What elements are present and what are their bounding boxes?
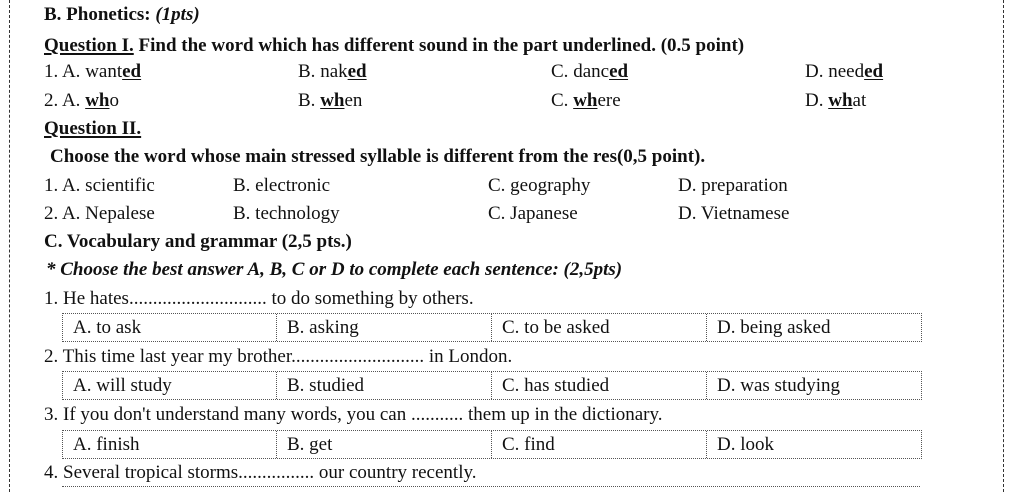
question-1-label: Question I. (44, 35, 134, 56)
q1-1-option-a: 1. A. wanted (44, 61, 142, 82)
q2-1-option-b: B. electronic (233, 175, 331, 196)
section-c-instruction: * Choose the best answer A, B, C or D to complete each sentence: (2,5pts) (46, 259, 623, 280)
q1-1-option-c: C. danced (551, 61, 629, 82)
vocab-question-1: 1. He hates............................. to do something by others. (44, 288, 474, 309)
vocab-question-4: 4. Several tropical storms................ our country recently. (44, 462, 477, 483)
vocab-q1-option-a: A. to ask (63, 314, 277, 341)
q1-item-2 (0, 89, 1024, 113)
q1-1-option-b: B. naked (298, 61, 367, 82)
q2-1-option-a: 1. A. scientific (44, 175, 155, 196)
q1-2-option-b: B. when (298, 90, 363, 111)
vocab-question-4-options-edge (62, 486, 920, 487)
q2-2-option-d: D. Vietnamese (678, 203, 790, 224)
section-b-points: (1pts) (155, 4, 200, 25)
vocab-q2-option-b: B. studied (277, 372, 492, 399)
vocab-question-3: 3. If you don't understand many words, you can ........... them up in the dictionary. (44, 404, 663, 425)
vocab-q2-option-a: A. will study (63, 372, 277, 399)
vocab-q1-option-d: D. being asked (717, 317, 831, 338)
vocab-q3-option-d: D. look (717, 434, 774, 455)
vocab-question-1-options (62, 313, 922, 342)
section-c-title: C. Vocabulary and grammar (2,5 pts.) (44, 231, 352, 252)
q2-1-option-d: D. preparation (678, 175, 788, 196)
question-1-instruction: Find the word which has different sound in the part underlined. (0.5 point) (133, 35, 745, 56)
question-2-instruction: Choose the word whose main stressed syllable is different from the res(0,5 point). (50, 146, 706, 167)
q2-1-option-c: C. geography (488, 175, 591, 196)
vocab-q3-option-c: C. find (492, 431, 707, 458)
vocab-q1-option-b: B. asking (277, 314, 492, 341)
vocab-q2-option-c: C. has studied (492, 372, 707, 399)
question-2-label: Question II. (44, 118, 142, 139)
q2-item-1 (0, 174, 1024, 198)
q1-item-1 (0, 60, 1024, 84)
vocab-q3-option-a: A. finish (63, 431, 277, 458)
q1-2-option-d: D. what (805, 90, 867, 111)
q2-2-option-c: C. Japanese (488, 203, 578, 224)
q2-item-2 (0, 202, 1024, 226)
q1-2-option-a: 2. A. who (44, 90, 119, 111)
q1-1-option-d: D. needed (805, 61, 884, 82)
question-1-heading (44, 35, 744, 57)
q2-2-option-a: 2. A. Nepalese (44, 203, 155, 224)
vocab-question-2: 2. This time last year my brother............................ in London. (44, 346, 513, 367)
q2-2-option-b: B. technology (233, 203, 340, 224)
vocab-q2-option-d: D. was studying (717, 375, 840, 396)
vocab-question-2-options (62, 371, 922, 400)
q1-2-option-c: C. where (551, 90, 621, 111)
vocab-question-3-options (62, 430, 922, 459)
section-b-title: B. Phonetics: (44, 4, 151, 25)
vocab-q1-option-c: C. to be asked (492, 314, 707, 341)
vocab-q3-option-b: B. get (277, 431, 492, 458)
section-b-heading (44, 4, 200, 26)
